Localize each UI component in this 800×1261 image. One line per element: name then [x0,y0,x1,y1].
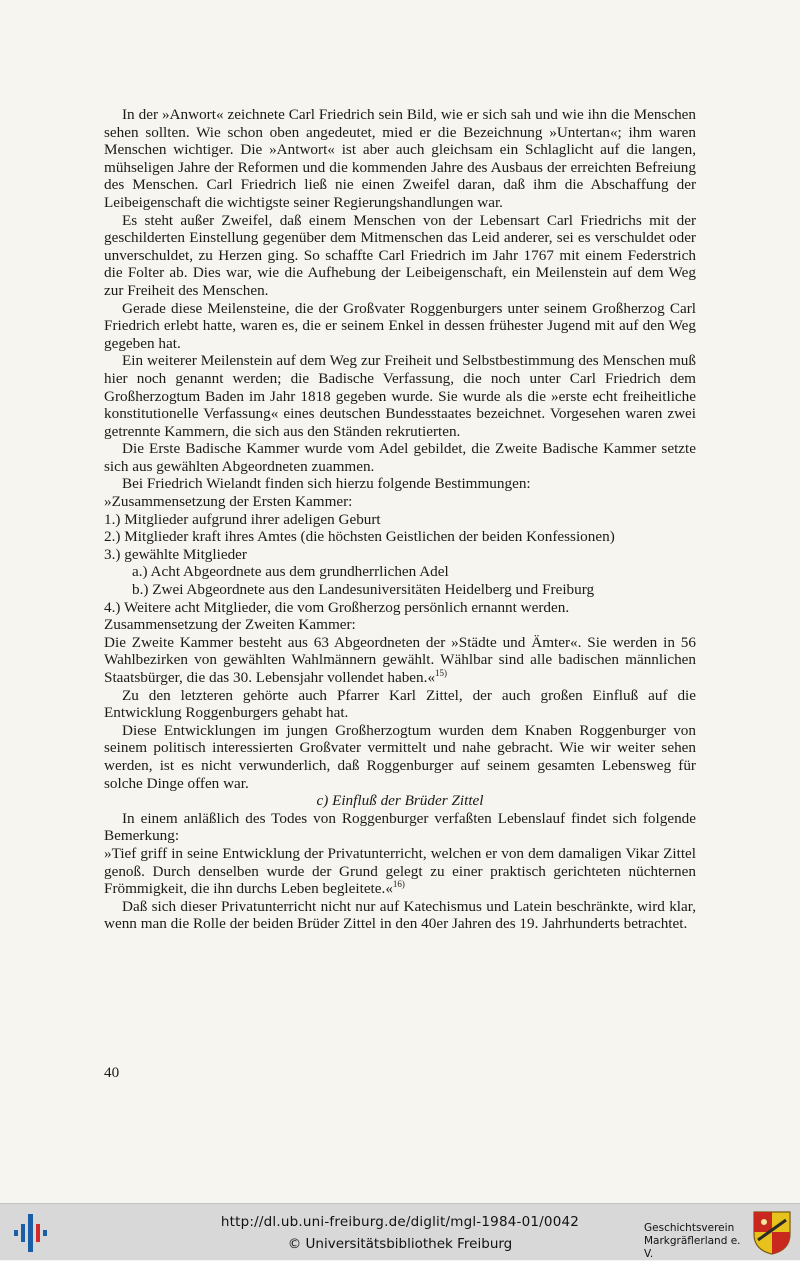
paragraph: Gerade diese Meilensteine, die der Großvater Roggenburgers unter seinem Großherzog Carl Friedrich erlebt hatte, waren es, die er seinem Enkel in dessen frühester Jugend mit auf den Weg gegeben hat. [104,299,696,352]
list-item: 2.) Mitglieder kraft ihres Amtes (die höchsten Geistlichen der beiden Konfessionen) [104,528,615,546]
society-name [644,1222,748,1261]
section-heading: c) Einfluß der Brüder Zittel [316,792,484,810]
list-item: 3.) gewählte Mitglieder [104,545,247,563]
quote-paragraph [104,845,696,898]
paragraph: Zu den letzteren gehörte auch Pfarrer Karl Zittel, der auch großen Einfluß auf die Entwicklung Roggenburgers gehabt hat. [104,686,696,722]
viewer-footer [0,1203,800,1260]
page-number: 40 [104,1064,120,1081]
paragraph: Daß sich dieser Privatunterricht nicht nur auf Katechismus und Latein beschränkte, wird klar, wenn man die Rolle der beiden Brüder Zittel in den 40er Jahren des 19. Jahrhunderts betrachtet. [104,897,696,933]
list-item: 1.) Mitglieder aufgrund ihrer adeligen Geburt [104,510,381,528]
paragraph: Es steht außer Zweifel, daß einem Menschen von der Lebensart Carl Friedrichs mit der geschilderten Einstellung gegenüber dem Mitmenschen das Leid anderer, sei es verschuldet oder unverschuldet, zu Herzen ging. So schaffte Carl Friedrich im Jahr 1767 mit einem Federstrich die Folter ab. Dies war, wie die Aufhebung der Leibeigenschaft, ein Meilenstein auf dem Weg zur Freiheit des Menschen. [104,211,696,299]
society-line: Markgräflerland e. V. [644,1235,741,1260]
list-subitem: b.) Zwei Abgeordnete aus den Landesuniversitäten Heidelberg und Freiburg [132,581,595,599]
list-heading: »Zusammensetzung der Ersten Kammer: [104,493,353,511]
paragraph: In der »Anwort« zeichnete Carl Friedrich sein Bild, wie er sich sah und wie ihn die Menschen sehen sollten. Wie schon oben angedeutet, mied er die Bezeichnung »Untertan«; ihm waren Menschen wichtiger. Die »Antwort« ist aber auch gleichsam ein Schlaglicht auf die langen, mühseligen Jahre der Reformen und die kommenden Jahre des Ausbaus der erreichten Befreiung des Menschen. Carl Friedrich ließ nie einen Zweifel daran, daß ihm die Abschaffung der Leibeigenschaft die wichtigste seiner Regierungshandlungen war. [104,106,696,211]
footnote-ref: 16) [392,879,405,890]
paragraph: Die Erste Badische Kammer wurde vom Adel gebildet, die Zweite Badische Kammer setzte sich aus gewählten Abgeordneten zuammen. [104,440,696,475]
permalink-url[interactable]: http://dl.ub.uni-freiburg.de/diglit/mgl-1984-01/0042 [220,1214,580,1230]
footnote-ref: 15) [435,668,448,678]
paragraph: Diese Entwicklungen im jungen Großherzogtum wurden dem Knaben Roggenburger von seinem politisch interessierten Großvater vermittelt und nahe gebracht. Wie wir weiter sehen werden, ist es nicht verwunderlich, daß Roggenburger auf seinem gesamten Lebensweg für solche Dinge offen war. [104,721,696,792]
coat-of-arms-icon [752,1210,792,1256]
paragraph: Bei Friedrich Wielandt finden sich hierzu folgende Bestimmungen: [122,475,531,493]
list-item: 4.) Weitere acht Mitglieder, die vom Großherzog persönlich ernannt werden. [104,598,570,616]
copyright-text: © Universitätsbibliothek Freiburg [287,1236,513,1252]
quote-text: »Tief griff in seine Entwicklung der Privatunterricht, welchen er von dem damaligen Vikar Zittel genoß. Durch denselben wurde der Grund gelegt zu einer praktisch gerichteten nüchternen Frömmigkeit, die ihn durchs Leben begleitete.« [104,844,696,898]
society-line: Geschichtsverein [644,1222,735,1234]
list-subitem: a.) Acht Abgeordnete aus dem grundherrlichen Adel [132,563,449,581]
quote-paragraph [104,634,696,687]
quote-text: Die Zweite Kammer besteht aus 63 Abgeordneten der »Städte und Ämter«. Sie werden in 56 Wahlbezirken von gewählten Wahlmännern gewählt. Wählbar sind alle badischen männlichen Staatsbürger, die das 30. Lebensjahr vollendet haben.« [104,633,696,686]
paragraph: Ein weiterer Meilenstein auf dem Weg zur Freiheit und Selbstbestimmung des Menschen muß hier noch genannt werden; die Badische Verfassung, die noch unter Carl Friedrich dem Großherzogtum Baden im Jahr 1818 gegeben wurde. Sie wurde als die »erste echt freiheitliche konstitutionelle Verfassung« eines deutschen Bundesstaates bezeichnet. Vorgesehen waren zwei getrennte Kammern, die sich aus den Ständen rekrutierten. [104,352,696,440]
body-text [104,106,696,933]
list-heading: Zusammensetzung der Zweiten Kammer: [104,616,356,634]
paragraph: In einem anläßlich des Todes von Roggenburger verfaßten Lebenslauf findet sich folgende Bemerkung: [104,809,696,845]
